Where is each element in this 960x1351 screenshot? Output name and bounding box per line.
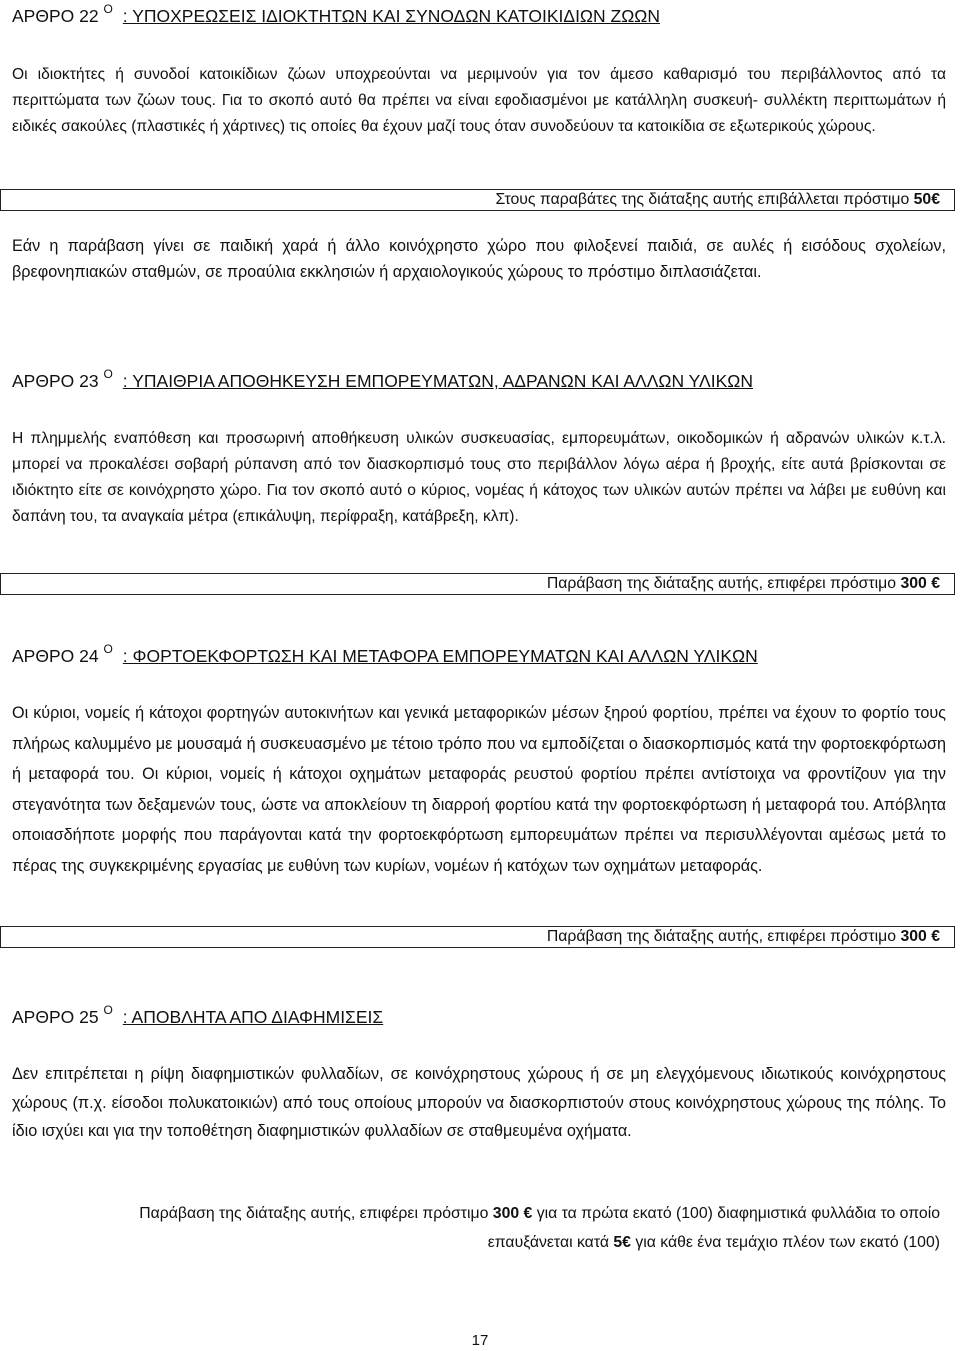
article-title: : ΥΠΑΙΘΡΙΑ ΑΠΟΘΗΚΕΥΣΗ ΕΜΠΟΡΕΥΜΑΤΩΝ, ΑΔΡΑΝΩΝ ΚΑΙ ΑΛΛΩΝ ΥΛΙΚΩΝ [122,370,753,391]
article-title: : ΦΟΡΤΟΕΚΦΟΡΤΩΣΗ ΚΑΙ ΜΕΤΑΦΟΡΑ ΕΜΠΟΡΕΥΜΑΤΩΝ ΚΑΙ ΑΛΛΩΝ ΥΛΙΚΩΝ [122,645,758,666]
article-22-paragraph-2: Εάν η παράβαση γίνει σε παιδική χαρά ή άλλο κοινόχρηστο χώρο που φιλοξενεί παιδιά, σε αυλές ή εισόδους σχολείων, βρεφονηπιακών σταθμών, σε προαύλια εκκλησιών ή αρχαιολογικούς χώρους το πρόστιμο διπλασιάζεται. [12,237,946,281]
article-number: ΑΡΘΡΟ 23 [12,370,99,391]
page-number: 17 [471,1332,489,1349]
ordinal-superscript: Ο [103,642,113,656]
article-22-paragraph-1: Οι ιδιοκτήτες ή συνοδοί κατοικίδιων ζώων υποχρεούνται να μεριμνούν για τον άμεσο καθαρισμό του περιβάλλοντος από τα περιττώματα των ζώων τους. Για το σκοπό αυτό θα πρέπει να είναι εφοδιασμένοι με κατάλληλη συσκευή- συλλέκτη περιττωμάτων ή ειδικές σακούλες (πλαστικές ή χάρτινες) τις οποίες θα έχουν μαζί τους όταν συνοδεύουν τα κατοικίδια σε εξωτερικούς χώρους. [12,66,946,135]
fine-notice: Παράβαση της διάταξης αυτής, επιφέρει πρόστιμο 300 € [546,928,940,945]
article-23-paragraph-1: Η πλημμελής εναπόθεση και προσωρινή αποθήκευση υλικών συσκευασίας, εμπορευμάτων, οικοδομικών ή αδρανών υλικών κ.τ.λ. μπορεί να προκαλέσει σοβαρή ρύπανση από τον διασκορπισμό τους στο περιβάλλον λόγω αέρα ή βροχής, είτε αυτά βρίσκονται σε ιδιόκτητο είτε σε κοινόχρηστο χώρο. Για τον σκοπό αυτό ο κύριος, νομέας ή κάτοχος των υλικών αυτών πρέπει να λάβει με ευθύνη και δαπάνη του, τα αναγκαία μέτρα (επικάλυψη, περίφραξη, κατάβρεξη, κλπ). [12,430,946,525]
article-24-paragraph-1: Οι κύριοι, νομείς ή κάτοχοι φορτηγών αυτοκινήτων και γενικά μεταφορικών μέσων ξηρού φορτίου, πρέπει να έχουν το φορτίο τους πλήρως καλυμμένο με μουσαμά ή συσκευασμένο με τέτοιο τρόπο που να εμποδίζεται ο διασκορπισμός κατά την φορτοεκφόρτωση ή μεταφορά του. Οι κύριοι, νομείς ή κάτοχοι οχημάτων μεταφοράς ρευστού φορτίου πρέπει αντίστοιχα να φροντίζουν για την στεγανότητα των δεξαμενών τους, ώστε να αποκλείουν τη διαρροή φορτίου κατά την φορτοεκφόρτωση ή μεταφορά του. Απόβλητα οποιασδήποτε μορφής που παράγονται κατά την φορτοεκφόρτωση εμπορευμάτων πρέπει να περισυλλέγονται αμέσως μετά το πέρας της συγκεκριμένης εργασίας με ευθύνη των κυρίων, νομέων ή κατόχων των οχημάτων μεταφοράς. [12,704,946,875]
article-title: : ΑΠΟΒΛΗΤΑ ΑΠΟ ΔΙΑΦΗΜΙΣΕΙΣ [122,1006,384,1027]
ordinal-superscript: Ο [103,367,113,381]
ordinal-superscript: Ο [103,1003,113,1017]
article-22-heading [12,4,660,27]
fine-amount: 300 € [900,928,940,945]
article-number: ΑΡΘΡΟ 25 [12,1006,99,1027]
fine-notice: Στους παραβάτες της διάταξης αυτής επιβάλλεται πρόστιμο 50€ [495,191,940,208]
fine-amount: 50€ [913,191,940,208]
article-24-heading [12,644,758,667]
fine-amount: 300 € [900,575,940,592]
fine-increment-amount: 5€ [613,1234,631,1251]
fine-amount: 300 € [492,1205,533,1222]
article-23-fine-box [0,573,955,595]
article-23-heading [12,369,753,392]
article-22-fine-box [0,189,955,211]
article-number: ΑΡΘΡΟ 24 [12,645,99,666]
ordinal-superscript: Ο [103,2,113,16]
article-25-heading [12,1005,383,1028]
article-title: : ΥΠΟΧΡΕΩΣΕΙΣ ΙΔΙΟΚΤΗΤΩΝ ΚΑΙ ΣΥΝΟΔΩΝ ΚΑΤΟΙΚΙΔΙΩΝ ΖΩΩΝ [122,5,661,26]
article-24-fine-box [0,926,955,948]
article-number: ΑΡΘΡΟ 22 [12,5,99,26]
article-25-fine-notice: Παράβαση της διάταξης αυτής, επιφέρει πρόστιμο 300 € για τα πρώτα εκατό (100) διαφημιστικά φυλλάδια το οποίο επαυξάνεται κατά 5€ για κάθε ένα τεμάχιο πλέον των εκατό (100) [139,1205,940,1251]
article-25-paragraph-1: Δεν επιτρέπεται η ρίψη διαφημιστικών φυλλαδίων, σε κοινόχρηστους χώρους ή σε μη ελεγχόμενους ιδιωτικούς κοινόχρηστους χώρους (π.χ. είσοδοι πολυκατοικιών) από τους οποίους μπορούν να διασκορπιστούν στους κοινόχρηστους χώρους της πόλης. Το ίδιο ισχύει και για την τοποθέτηση διαφημιστικών φυλλαδίων σε σταθμευμένα οχήματα. [12,1065,946,1140]
fine-notice: Παράβαση της διάταξης αυτής, επιφέρει πρόστιμο 300 € [546,575,940,592]
